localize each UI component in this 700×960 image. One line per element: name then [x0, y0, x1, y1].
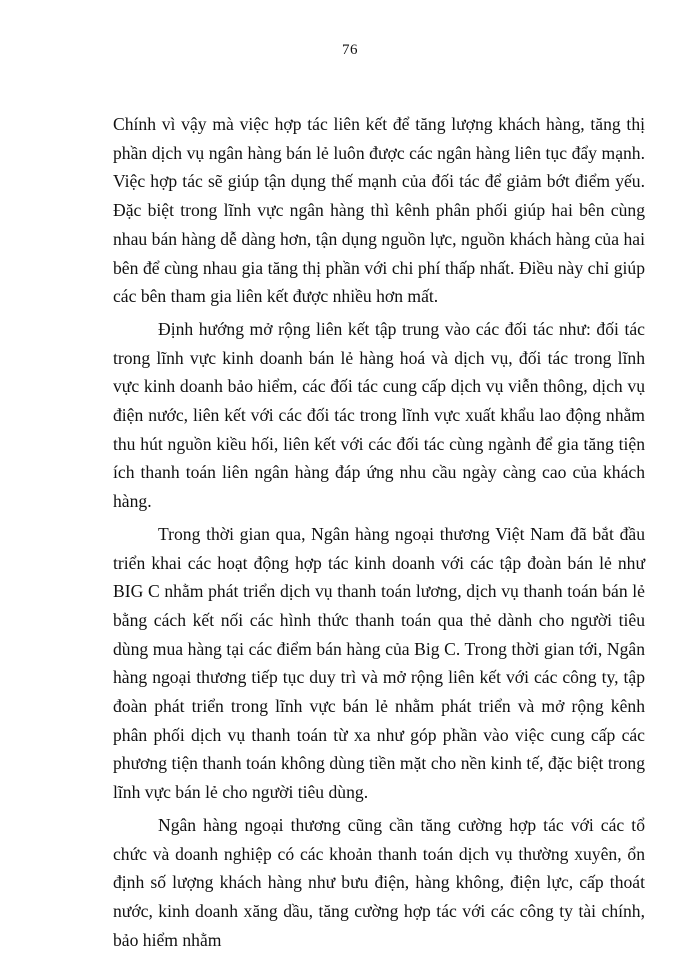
page-number: 76 — [342, 42, 358, 58]
body-text — [113, 110, 645, 958]
paragraph-3: Trong thời gian qua, Ngân hàng ngoại thương Việt Nam đã bắt đầu triển khai các hoạt động hợp tác kinh doanh với các tập đoàn bán lẻ như BIG C nhằm phát triển dịch vụ thanh toán lương, dịch vụ thanh toán bán lẻ bằng cách kết nối các hình thức thanh toán qua thẻ dành cho người tiêu dùng mua hàng tại các điểm bán hàng của Big C. Trong thời gian tới, Ngân hàng ngoại thương tiếp tục duy trì và mở rộng liên kết với các công ty, tập đoàn phát triển trong lĩnh vực bán lẻ nhằm phát triển và mở rộng kênh phân phối dịch vụ thanh toán từ xa như góp phần vào việc cung cấp các phương tiện thanh toán không dùng tiền mặt cho nền kinh tế, đặc biệt trong lĩnh vực bán lẻ cho người tiêu dùng. — [113, 523, 645, 803]
paragraph-4: Ngân hàng ngoại thương cũng cần tăng cường hợp tác với các tổ chức và doanh nghiệp có các khoản thanh toán dịch vụ thường xuyên, ổn định số lượng khách hàng như bưu điện, hàng không, điện lực, cấp thoát nước, kinh doanh xăng dầu, tăng cường hợp tác với các công ty tài chính, bảo hiểm nhằm — [113, 814, 645, 950]
paragraph-2: Định hướng mở rộng liên kết tập trung vào các đối tác như: đối tác trong lĩnh vực kinh doanh bán lẻ hàng hoá và dịch vụ, đối tác trong lĩnh vực kinh doanh bảo hiểm, các đối tác cung cấp dịch vụ viễn thông, dịch vụ điện nước, liên kết với các đối tác trong lĩnh vực xuất khẩu lao động nhằm thu hút nguồn kiều hối, liên kết với các đối tác cùng ngành để gia tăng tiện ích thanh toán liên ngân hàng đáp ứng nhu cầu ngày càng cao của khách hàng. — [113, 318, 645, 512]
paragraph-1: Chính vì vậy mà việc hợp tác liên kết để tăng lượng khách hàng, tăng thị phần dịch vụ ngân hàng bán lẻ luôn được các ngân hàng liên tục đẩy mạnh. Việc hợp tác sẽ giúp tận dụng thế mạnh của đối tác để giảm bớt điểm yếu. Đặc biệt trong lĩnh vực ngân hàng thì kênh phân phối giúp hai bên cùng nhau bán hàng dễ dàng hơn, tận dụng nguồn lực, nguồn khách hàng của hai bên để cùng nhau gia tăng thị phần với chi phí thấp nhất. Điều này chỉ giúp các bên tham gia liên kết được nhiều hơn mất. — [113, 114, 645, 307]
